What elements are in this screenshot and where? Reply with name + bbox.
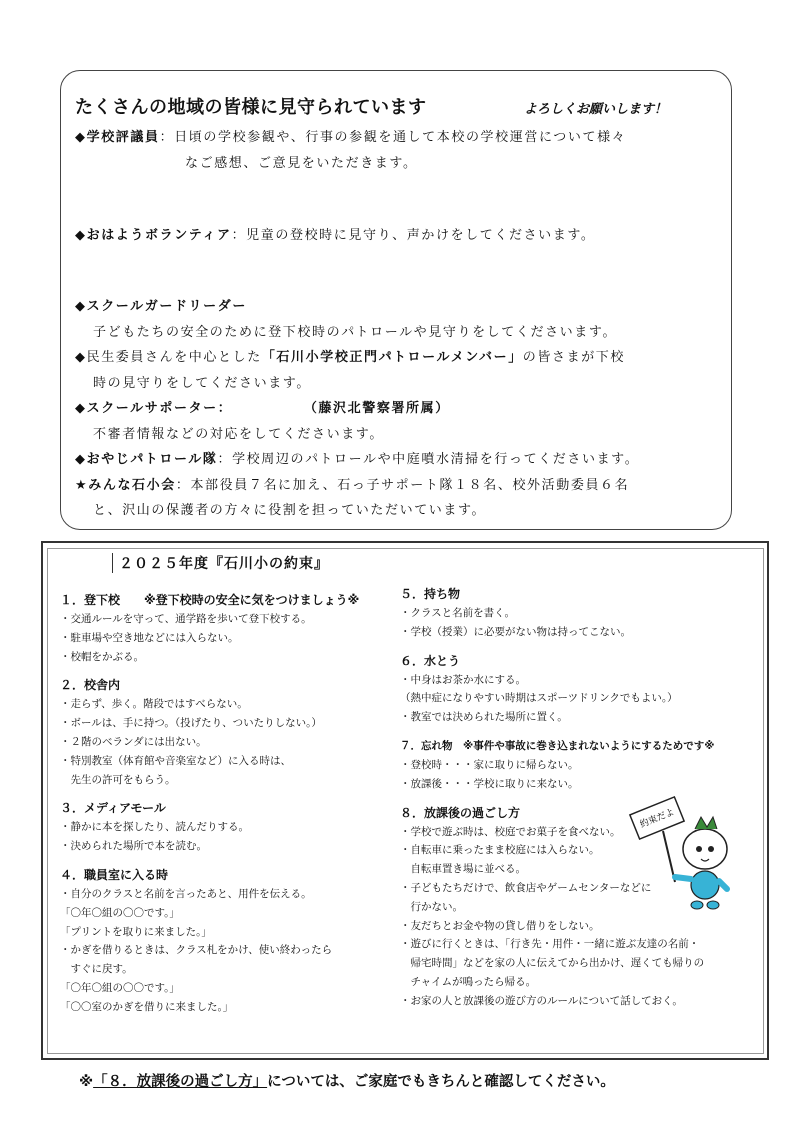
- note-underlined: 「８．放課後の過ごし方」: [93, 1074, 268, 1090]
- rule-item: （熱中症になりやすい時期はスポーツドリンクでもよい。）: [400, 692, 678, 705]
- rule-item: ・学校（授業）に必要がない物は持ってこない。: [400, 625, 631, 638]
- rule-heading: ６．水とう: [400, 653, 461, 668]
- section-list: [75, 294, 725, 524]
- note-prefix: ※: [79, 1074, 94, 1090]
- rule-item: ・お家の人と放課後の遊び方のルールについて話しておく。: [400, 994, 683, 1007]
- rule-item: チャイムが鳴ったら帰る。: [400, 975, 537, 988]
- section-label: ◆スクールサポーター：: [75, 401, 233, 416]
- rule-item: ・子どもたちだけで、飲食店やゲームセンターなどに: [400, 881, 652, 894]
- rule-item: ・２階のベランダには出ない。: [60, 735, 207, 748]
- section-text: ：本部役員７名に加え、石っ子サポート隊１８名、校外活動委員６名: [175, 477, 630, 493]
- section-text: ◆民生委員さんを中心とした: [75, 350, 262, 365]
- rule-item: ・教室では決められた場所に置く。: [400, 711, 568, 724]
- rule-item: ・決められた場所で本を読む。: [60, 840, 207, 853]
- rule-item: ・駐車場や空き地などには入らない。: [60, 631, 239, 644]
- footer-note: [79, 1070, 615, 1091]
- rule-item: 行かない。: [400, 900, 463, 913]
- section-label: 「石川小学校正門パトロールメンバー」: [261, 350, 523, 365]
- rule-item: 「〇〇室のかぎを借りに来ました。」: [60, 1000, 234, 1013]
- section-school-councilors: [75, 125, 725, 177]
- section-text: 不審者情報などの対応をしてくださいます。: [93, 426, 384, 442]
- rule-heading: ５．持ち物: [400, 587, 461, 601]
- rule-item: 帰宅時間」などを家の人に伝えてから出かけ、遅くても帰りの: [400, 957, 705, 970]
- rules-left-column: [60, 590, 390, 1017]
- note-suffix: については、ご家庭でもきちんと確認してください。: [267, 1074, 615, 1090]
- rule-item: ・特別教室（体育館や音楽室など）に入る時は、: [60, 754, 291, 767]
- rule-item: ・中身はお茶か水にする。: [400, 673, 526, 686]
- section-text: と、沢山の保護者の方々に役割を担っていただいています。: [93, 503, 487, 518]
- rule-item: ・登校時・・・家に取りに帰らない。: [400, 758, 579, 771]
- rule-item: すぐに戻す。: [60, 963, 133, 976]
- rule-heading: ７．忘れ物 ※事件や事故に巻き込まれないようにするためです※: [400, 739, 715, 752]
- section-text: ：日頃の学校参観や、行事の参観を通して本校の学校運営について様々: [159, 130, 627, 145]
- section-morning-volunteers: [75, 223, 725, 249]
- rule-item: ・放課後・・・学校に取りに来ない。: [400, 777, 579, 790]
- page-subtitle: よろしくお願いします！: [524, 102, 668, 117]
- section-text: なご感想、ご意見をいただきます。: [185, 156, 418, 171]
- rule-item: 先生の許可をもらう。: [60, 773, 176, 786]
- rule-item: ・交通ルールを守って、通学路を歩いて登下校する。: [60, 613, 312, 625]
- rule-heading: ３．メディアモール: [60, 801, 166, 816]
- section-text: 子どもたちの安全のために登下校時のパトロールや見守りをしてくださいます。: [93, 324, 618, 340]
- rule-heading: ２．校舎内: [60, 678, 121, 693]
- rule-item: ・自分のクラスと名前を言ったあと、用件を伝える。: [60, 887, 312, 900]
- rule-item: ・走らず、歩く。階段ではすべらない。: [60, 698, 248, 711]
- section-text: ：児童の登校時に見守り、声かけをしてくださいます。: [231, 228, 596, 243]
- section-label: ◆おはようボランティア: [75, 228, 232, 243]
- rule-item: ・遊びに行くときは、「行き先・用件・一緒に遊ぶ友達の名前・: [400, 938, 700, 951]
- rule-item: 「〇年〇組の〇〇です。」: [60, 906, 180, 919]
- rule-item: ・学校で遊ぶ時は、校庭でお菓子を食べない。: [400, 825, 621, 838]
- rule-item: ・校帽をかぶる。: [60, 650, 144, 663]
- rule-item: ・クラスと名前を書く。: [400, 607, 515, 619]
- rule-item: 自転車置き場に並べる。: [400, 863, 526, 876]
- rule-item: 「〇年〇組の〇〇です。」: [60, 981, 180, 994]
- rule-item: ・ボールは、手に持つ。（投げたり、ついたりしない。）: [60, 717, 322, 730]
- mascot-sign-text: 約束だよ: [638, 807, 676, 831]
- rule-item: 「プリントを取りに来ました。」: [60, 925, 212, 938]
- mascot-illustration: [623, 787, 733, 912]
- page-title: たくさんの地域の皆様に見守られています: [75, 97, 427, 118]
- rule-heading: ８．放課後の過ごし方: [400, 805, 521, 820]
- rule-heading: １．登下校 ※登下校時の安全に気をつけましょう※: [60, 593, 360, 607]
- section-text: ：学校周辺のパトロールや中庭噴水清掃を行ってくださいます。: [217, 452, 640, 467]
- rule-item: ・静かに本を探したり、読んだりする。: [60, 821, 249, 834]
- section-label: ◆スクールガードリーダー: [75, 299, 247, 314]
- rule-item: ・かぎを借りるときは、クラス札をかけ、使い終わったら: [60, 944, 333, 957]
- section-text: 時の見守りをしてくださいます。: [93, 375, 311, 391]
- section-label: ◆学校評議員: [75, 130, 160, 145]
- section-affiliation: （藤沢北警察署所属）: [310, 401, 450, 416]
- rules-title: ２０２５年度『石川小の約束』: [112, 553, 329, 573]
- section-label: ◆おやじパトロール隊: [75, 452, 218, 467]
- rule-item: ・友だちとお金や物の貸し借りをしない。: [400, 919, 600, 932]
- rule-item: ・自転車に乗ったまま校庭には入らない。: [400, 844, 600, 857]
- section-label: ★みんな石小会: [75, 477, 176, 493]
- section-text: の皆さまが下校: [522, 350, 625, 365]
- rule-heading: ４．職員室に入る時: [60, 867, 169, 882]
